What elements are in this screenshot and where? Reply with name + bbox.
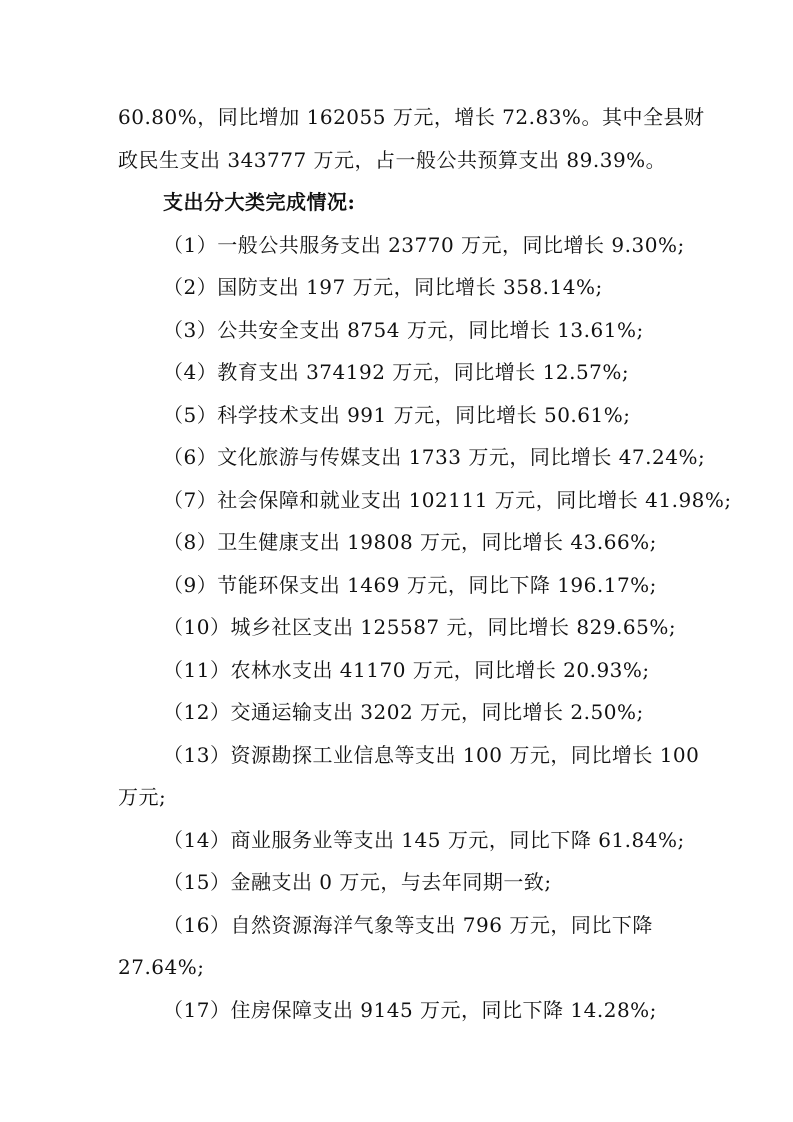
section-heading: 支出分大类完成情况:: [163, 190, 356, 214]
list-item: （13）资源勘探工业信息等支出 100 万元，同比增长 100: [163, 743, 700, 767]
list-item: （16）自然资源海洋气象等支出 796 万元，同比下降: [163, 913, 653, 937]
list-item: （5）科学技术支出 991 万元，同比增长 50.61%;: [163, 403, 631, 427]
list-item: （6）文化旅游与传媒支出 1733 万元，同比增长 47.24%;: [163, 445, 706, 469]
list-item: （10）城乡社区支出 125587 元，同比增长 829.65%;: [163, 615, 677, 639]
list-item: （11）农林水支出 41170 万元，同比增长 20.93%;: [163, 658, 650, 682]
list-item: （9）节能环保支出 1469 万元，同比下降 196.17%;: [163, 573, 657, 597]
list-item: （2）国防支出 197 万元，同比增长 358.14%;: [163, 275, 603, 299]
list-item: （12）交通运输支出 3202 万元，同比增长 2.50%;: [163, 700, 644, 724]
list-item: （15）金融支出 0 万元，与去年同期一致;: [163, 870, 552, 894]
list-item: （7）社会保障和就业支出 102111 万元，同比增长 41.98%;: [163, 488, 732, 512]
paragraph-line: 60.80%，同比增加 162055 万元，增长 72.83%。其中全县财: [118, 105, 705, 129]
list-item: （3）公共安全支出 8754 万元，同比增长 13.61%;: [163, 318, 644, 342]
paragraph-line: 政民生支出 343777 万元，占一般公共预算支出 89.39%。: [118, 148, 667, 172]
list-item: （17）住房保障支出 9145 万元，同比下降 14.28%;: [163, 998, 657, 1022]
list-item-continuation: 27.64%;: [118, 955, 205, 979]
list-item-continuation: 万元;: [118, 785, 167, 809]
list-item: （14）商业服务业等支出 145 万元，同比下降 61.84%;: [163, 828, 685, 852]
list-item: （8）卫生健康支出 19808 万元，同比增长 43.66%;: [163, 530, 657, 554]
list-item: （4）教育支出 374192 万元，同比增长 12.57%;: [163, 360, 630, 384]
list-item: （1）一般公共服务支出 23770 万元，同比增长 9.30%;: [163, 233, 685, 257]
